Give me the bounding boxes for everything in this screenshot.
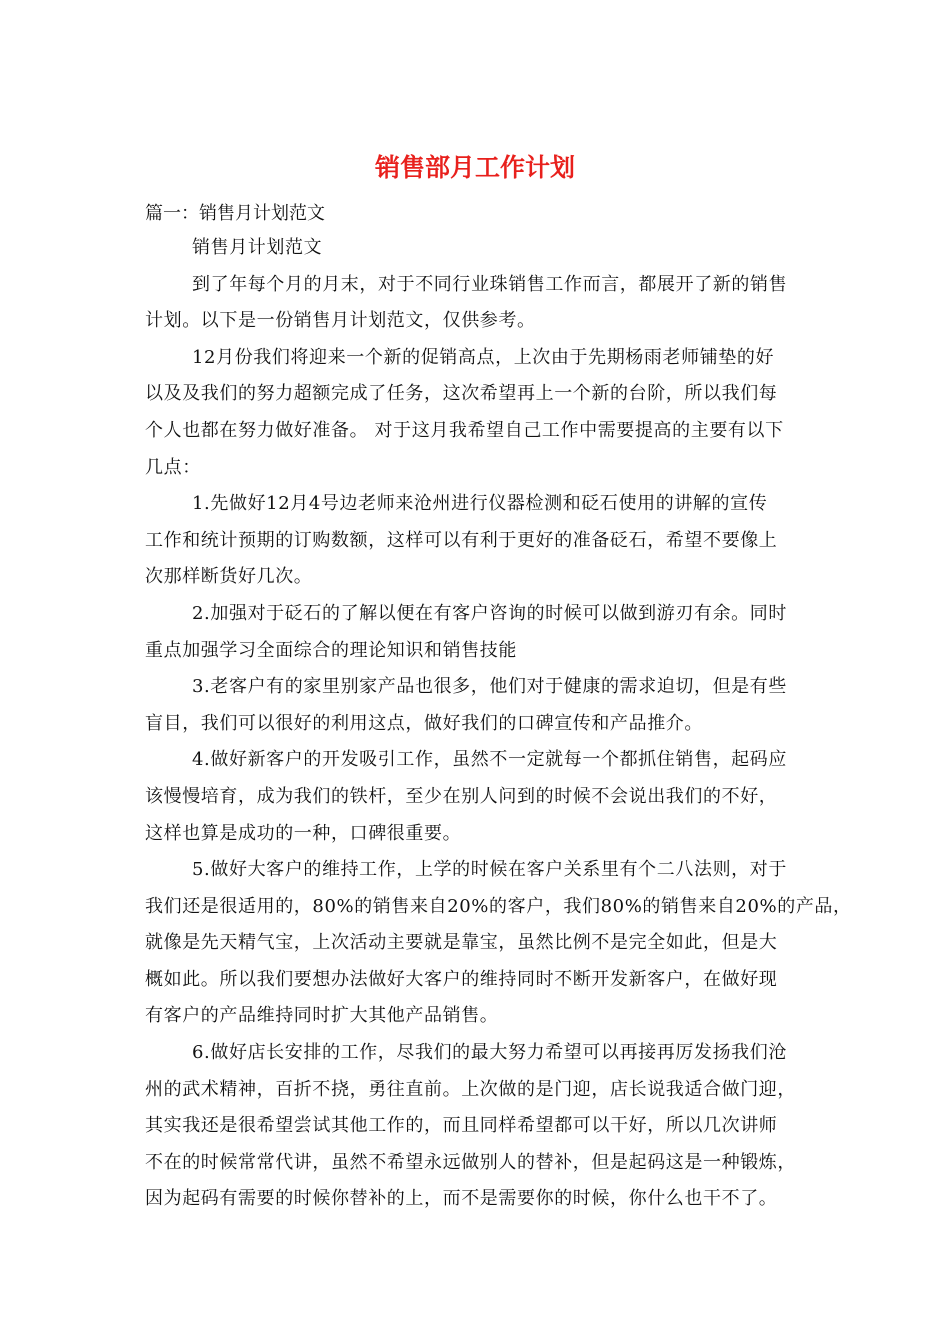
body-line: 销售月计划范文 [192,237,323,258]
body-line: 次那样断货好几次。 [145,566,313,588]
body-line: 就像是先天精气宝，上次活动主要就是靠宝，虽然比例不是完全如此，但是大 [145,932,778,954]
body-line: 12月份我们将迎来一个新的促销高点，上次由于先期杨雨老师铺垫的好 [192,346,775,368]
body-line: 概如此。所以我们要想办法做好大客户的维持同时不断开发新客户，在做好现 [145,968,778,990]
body-line: 1.先做好12月4号边老师来沧州进行仪器检测和砭石使用的讲解的宣传 [192,493,768,515]
body-line: 其实我还是很希望尝试其他工作的，而且同样希望都可以干好，所以几次讲师 [145,1115,778,1137]
body-line: 不在的时候常常代讲，虽然不希望永远做别人的替补，但是起码这是一种锻炼， [145,1151,796,1173]
body-line: 以及及我们的努力超额完成了任务，这次希望再上一个新的台阶，所以我们每 [145,383,778,405]
body-line: 3.老客户有的家里别家产品也很多，他们对于健康的需求迫切，但是有些 [192,676,787,698]
body-line: 这样也算是成功的一种，口碑很重要。 [145,822,462,844]
body-line: 该慢慢培育，成为我们的铁杆，至少在别人问到的时候不会说出我们的不好， [145,785,778,807]
body-line: 2.加强对于砭石的了解以便在有客户咨询的时候可以做到游刃有余。同时 [192,602,787,624]
body-line: 重点加强学习全面综合的理论知识和销售技能 [145,639,517,661]
body-line: 几点： [145,456,201,478]
body-line: 个人也都在努力做好准备。 对于这月我希望自己工作中需要提高的主要有以下 [145,419,784,441]
section-heading: 篇一：销售月计划范文 [145,203,325,224]
body-line: 盲目，我们可以很好的利用这点，做好我们的口碑宣传和产品推介。 [145,712,703,734]
body-line: 州的武术精神，百折不挠，勇往直前。上次做的是门迎，店长说我适合做门迎， [145,1078,796,1100]
body-line: 到了年每个月的月末，对于不同行业珠销售工作而言，都展开了新的销售 [192,273,788,295]
body-line: 工作和统计预期的订购数额，这样可以有利于更好的准备砭石，希望不要像上 [145,529,778,551]
body-line: 5.做好大客户的维持工作，上学的时候在客户关系里有个二八法则，对于 [192,859,787,881]
body-line: 有客户的产品维持同时扩大其他产品销售。 [145,1005,499,1027]
document-body [145,230,852,1218]
body-line: 计划。以下是一份销售月计划范文，仅供参考。 [145,310,536,332]
body-line: 因为起码有需要的时候你替补的上，而不是需要你的时候，你什么也干不了。 [145,1188,778,1210]
body-line: 4.做好新客户的开发吸引工作，虽然不一定就每一个都抓住销售，起码应 [192,749,787,771]
body-line: 我们还是很适用的，80%的销售来自20%的客户，我们80%的销售来自20%的产品， [145,895,852,917]
body-line: 6.做好店长安排的工作，尽我们的最大努力希望可以再接再厉发扬我们沧 [192,1042,787,1064]
document-title: 销售部月工作计划 [374,153,575,182]
